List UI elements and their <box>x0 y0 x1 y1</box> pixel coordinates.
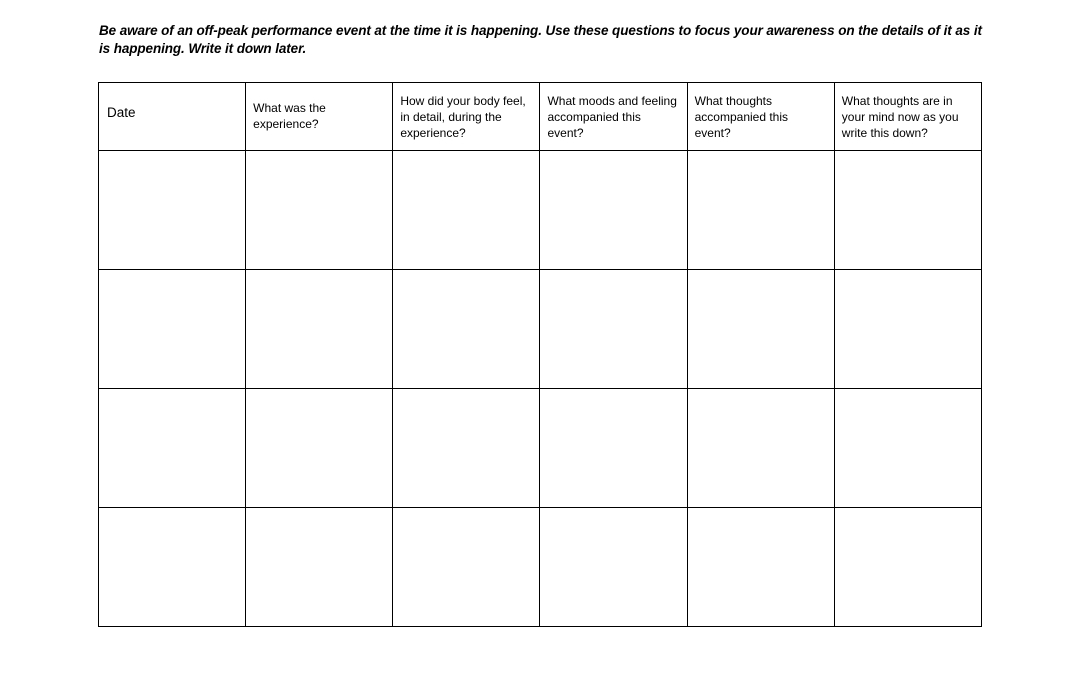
table-cell[interactable] <box>393 389 540 508</box>
table-cell[interactable] <box>246 151 393 270</box>
column-header-date <box>99 83 246 151</box>
table-cell[interactable] <box>246 508 393 627</box>
journal-table <box>98 82 982 627</box>
column-header-label: How did your body feel, in detail, during the experience? <box>400 94 526 140</box>
column-header-thoughts-then <box>687 83 834 151</box>
table-cell[interactable] <box>687 270 834 389</box>
column-header-experience <box>246 83 393 151</box>
table-cell[interactable] <box>687 151 834 270</box>
table-cell[interactable] <box>540 151 687 270</box>
table-cell[interactable] <box>834 389 981 508</box>
table-cell[interactable] <box>99 508 246 627</box>
table-cell[interactable] <box>687 508 834 627</box>
column-header-thoughts-now <box>834 83 981 151</box>
table-cell[interactable] <box>246 270 393 389</box>
column-header-label: What moods and feeling accompanied this event? <box>547 94 677 140</box>
column-header-label: What thoughts accompanied this event? <box>694 94 789 140</box>
table-cell[interactable] <box>834 151 981 270</box>
table-cell[interactable] <box>540 508 687 627</box>
column-header-label: What was the experience? <box>253 101 326 131</box>
table-cell[interactable] <box>687 389 834 508</box>
table-cell[interactable] <box>393 151 540 270</box>
column-header-moods <box>540 83 687 151</box>
table-row <box>99 508 982 627</box>
table-row <box>99 389 982 508</box>
table-row <box>99 151 982 270</box>
column-header-label: What thoughts are in your mind now as you write this down? <box>841 94 959 140</box>
table-cell[interactable] <box>540 389 687 508</box>
table-cell[interactable] <box>834 270 981 389</box>
table-cell[interactable] <box>99 389 246 508</box>
column-header-body-feeling <box>393 83 540 151</box>
table-cell[interactable] <box>246 389 393 508</box>
table-cell[interactable] <box>99 151 246 270</box>
table-cell[interactable] <box>540 270 687 389</box>
table-cell[interactable] <box>393 508 540 627</box>
column-header-label: Date <box>107 105 136 120</box>
table-cell[interactable] <box>393 270 540 389</box>
table-cell[interactable] <box>834 508 981 627</box>
instructions-text: Be aware of an off-peak performance event at the time it is happening. Use these questions to focus your awareness on the details of it as it is happening. Write it down later. <box>99 23 982 56</box>
table-row <box>99 270 982 389</box>
table-header-row <box>99 83 982 151</box>
table-cell[interactable] <box>99 270 246 389</box>
